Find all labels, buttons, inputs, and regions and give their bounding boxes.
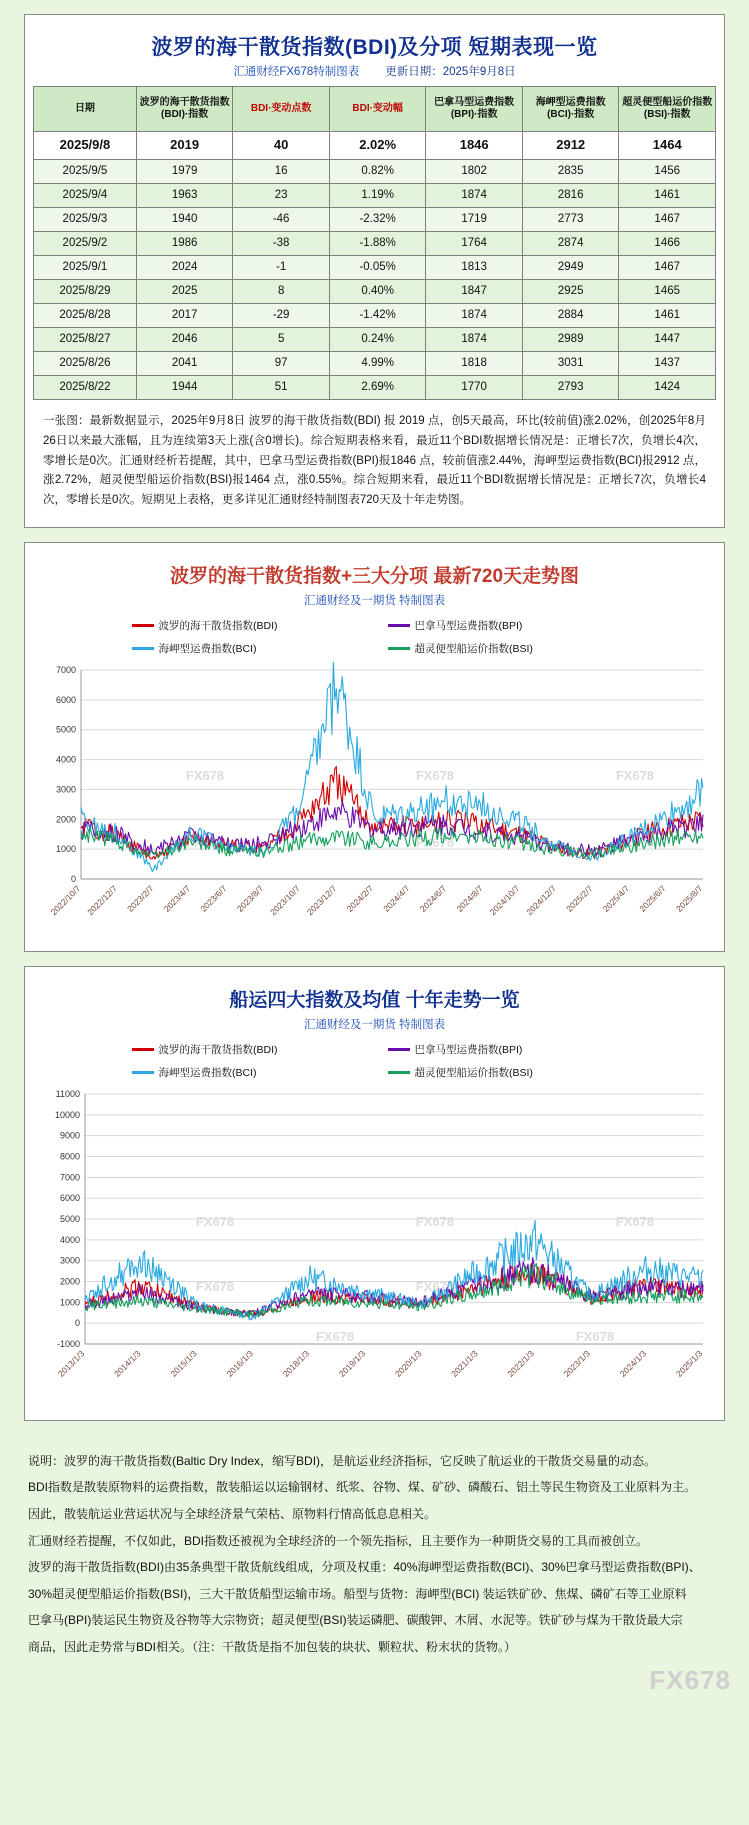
svg-text:11000: 11000	[55, 1088, 80, 1099]
table-row	[34, 376, 716, 400]
col-bpi: 巴拿马型运费指数(BPI)·指数	[426, 87, 523, 132]
svg-text:FX678: FX678	[315, 1328, 355, 1344]
table-row	[34, 352, 716, 376]
svg-text:2022/10/7: 2022/10/7	[48, 883, 83, 917]
bdi-table-card	[24, 14, 725, 528]
svg-text:3000: 3000	[59, 1255, 80, 1266]
cell-pct: 0.82%	[329, 160, 426, 184]
cell-bsi: 1461	[619, 184, 716, 208]
svg-text:2025/1/3: 2025/1/3	[673, 1348, 705, 1379]
cell-date: 2025/9/4	[34, 184, 137, 208]
legend-swatch-bci-icon	[132, 1071, 154, 1074]
cell-bpi: 1818	[426, 352, 523, 376]
svg-text:2024/6/7: 2024/6/7	[417, 883, 449, 914]
cell-date: 2025/9/8	[34, 132, 137, 160]
cell-chg: 40	[233, 132, 330, 160]
cell-bdi: 2017	[136, 304, 233, 328]
cell-date: 2025/8/28	[34, 304, 137, 328]
svg-text:2025/4/7: 2025/4/7	[600, 883, 632, 914]
cell-bpi: 1764	[426, 232, 523, 256]
cell-bsi: 1467	[619, 256, 716, 280]
svg-text:2000: 2000	[59, 1276, 80, 1287]
legend-item-bsi	[388, 641, 618, 656]
svg-text:2023/1/3: 2023/1/3	[561, 1348, 593, 1379]
cell-bpi: 1847	[426, 280, 523, 304]
svg-text:2022/12/7: 2022/12/7	[85, 883, 120, 917]
svg-text:FX678: FX678	[185, 834, 225, 850]
svg-text:FX678: FX678	[615, 1213, 655, 1229]
cell-bci: 2884	[522, 304, 619, 328]
chart-10y-svg	[35, 1086, 715, 1406]
cell-bci: 2793	[522, 376, 619, 400]
cell-bdi: 2019	[136, 132, 233, 160]
svg-text:8000: 8000	[59, 1151, 80, 1162]
legend-label-bsi: 超灵便型船运价指数(BSI)	[414, 642, 533, 655]
cell-bdi: 1963	[136, 184, 233, 208]
cell-pct: -2.32%	[329, 208, 426, 232]
svg-text:FX678: FX678	[615, 767, 655, 783]
svg-text:5000: 5000	[59, 1213, 80, 1224]
table-row	[34, 160, 716, 184]
table-updated-date: 更新日期：2025年9月8日	[385, 66, 516, 78]
cell-bpi: 1846	[426, 132, 523, 160]
chart-10y-subtitle: 汇通财经及一期货 特制图表	[303, 1018, 446, 1031]
cell-pct: -1.42%	[329, 304, 426, 328]
svg-text:2019/1/3: 2019/1/3	[336, 1348, 368, 1379]
cell-bdi: 1986	[136, 232, 233, 256]
svg-text:2024/10/7: 2024/10/7	[487, 883, 522, 917]
chart-720d-legend	[35, 614, 714, 662]
legend-item-bdi	[132, 618, 362, 633]
legend-label-bpi: 巴拿马型运费指数(BPI)	[414, 619, 523, 632]
cell-pct: 4.99%	[329, 352, 426, 376]
cell-chg: -29	[233, 304, 330, 328]
table-body	[34, 132, 716, 400]
table-head	[34, 87, 716, 132]
cell-pct: 2.69%	[329, 376, 426, 400]
col-bci: 海岬型运费指数(BCI)·指数	[522, 87, 619, 132]
legend-label-bdi: 波罗的海干散货指数(BDI)	[158, 619, 278, 632]
svg-text:2024/8/7: 2024/8/7	[454, 883, 485, 914]
svg-text:2000: 2000	[55, 814, 76, 825]
legend-item-bci-2	[132, 1065, 362, 1080]
col-bdi-pct: BDI·变动幅	[329, 87, 426, 132]
cell-bsi: 1465	[619, 280, 716, 304]
cell-bsi: 1456	[619, 160, 716, 184]
svg-text:FX678: FX678	[575, 1328, 615, 1344]
legend-label-bci: 海岬型运费指数(BCI)	[158, 642, 257, 655]
legend-item-bdi-2	[132, 1042, 362, 1057]
svg-text:2024/1/3: 2024/1/3	[617, 1348, 649, 1379]
svg-text:6000: 6000	[59, 1192, 80, 1203]
page-title: 波罗的海干散货指数(BDI)及分项 短期表现一览	[151, 36, 598, 59]
cell-bpi: 1874	[426, 328, 523, 352]
svg-text:FX678: FX678	[615, 1278, 655, 1294]
cell-chg: -1	[233, 256, 330, 280]
svg-text:FX678: FX678	[195, 1213, 235, 1229]
legend-swatch-bci-icon	[132, 647, 154, 650]
cell-bdi: 2041	[136, 352, 233, 376]
cell-bdi: 2046	[136, 328, 233, 352]
cell-pct: -1.88%	[329, 232, 426, 256]
cell-date: 2025/9/3	[34, 208, 137, 232]
svg-text:4000: 4000	[59, 1234, 80, 1245]
svg-text:2025/6/7: 2025/6/7	[637, 883, 668, 914]
legend-item-bci	[132, 641, 362, 656]
svg-text:2023/8/7: 2023/8/7	[234, 883, 266, 914]
cell-date: 2025/8/29	[34, 280, 137, 304]
footer-line: 巴拿马(BPI)装运民生物资及谷物等大宗物资；超灵便型(BSI)装运磷肥、碳酸钾、木屑、水泥等。铁矿砂与煤为干散货最大宗	[28, 1613, 683, 1628]
cell-bci: 2773	[522, 208, 619, 232]
cell-bci: 2949	[522, 256, 619, 280]
legend-swatch-bsi-icon	[388, 1071, 410, 1074]
svg-text:FX678: FX678	[415, 834, 455, 850]
legend-label-bpi-2: 巴拿马型运费指数(BPI)	[414, 1043, 523, 1056]
svg-text:FX678: FX678	[185, 767, 225, 783]
svg-text:-1000: -1000	[56, 1338, 80, 1349]
cell-bdi: 1940	[136, 208, 233, 232]
table-row	[34, 232, 716, 256]
chart-720d-svg	[35, 662, 715, 937]
svg-text:5000: 5000	[55, 724, 76, 735]
cell-bpi: 1874	[426, 304, 523, 328]
table-header-row	[34, 87, 716, 132]
cell-bci: 2912	[522, 132, 619, 160]
legend-swatch-bpi-icon	[388, 624, 410, 627]
cell-bsi: 1467	[619, 208, 716, 232]
legend-label-bsi-2: 超灵便型船运价指数(BSI)	[414, 1066, 533, 1079]
chart-720d-plot	[35, 662, 714, 937]
cell-bci: 2835	[522, 160, 619, 184]
cell-bpi: 1719	[426, 208, 523, 232]
svg-text:2015/1/3: 2015/1/3	[168, 1348, 199, 1379]
svg-text:FX678: FX678	[415, 767, 455, 783]
cell-bsi: 1424	[619, 376, 716, 400]
chart-10y-card	[24, 966, 725, 1421]
cell-date: 2025/8/26	[34, 352, 137, 376]
cell-chg: -38	[233, 232, 330, 256]
cell-bpi: 1813	[426, 256, 523, 280]
table-row	[34, 280, 716, 304]
cell-bpi: 1802	[426, 160, 523, 184]
table-row	[34, 256, 716, 280]
cell-pct: 0.40%	[329, 280, 426, 304]
cell-bdi: 1944	[136, 376, 233, 400]
cell-chg: -46	[233, 208, 330, 232]
svg-text:0: 0	[70, 873, 76, 884]
svg-text:2022/1/3: 2022/1/3	[505, 1348, 536, 1379]
svg-text:FX678: FX678	[615, 834, 655, 850]
svg-text:2025/2/7: 2025/2/7	[564, 883, 595, 914]
footer-line: 因此，散装航运业营运状况与全球经济景气荣枯、原物料行情高低息息相关。	[28, 1507, 437, 1522]
footer-description	[0, 1435, 749, 1692]
col-bsi: 超灵便型船运价指数(BSI)·指数	[619, 87, 716, 132]
cell-pct: 1.19%	[329, 184, 426, 208]
svg-text:2016/1/3: 2016/1/3	[224, 1348, 255, 1379]
svg-text:2018/1/3: 2018/1/3	[280, 1348, 312, 1379]
svg-text:4000: 4000	[55, 754, 76, 765]
svg-text:2021/1/3: 2021/1/3	[449, 1348, 480, 1379]
cell-bci: 2925	[522, 280, 619, 304]
fx678-watermark: FX678	[649, 1664, 731, 1695]
table-subtitle-row	[33, 63, 716, 86]
cell-bpi: 1874	[426, 184, 523, 208]
cell-date: 2025/8/27	[34, 328, 137, 352]
cell-date: 2025/9/1	[34, 256, 137, 280]
svg-text:9000: 9000	[59, 1130, 80, 1141]
cell-pct: -0.05%	[329, 256, 426, 280]
cell-date: 2025/8/22	[34, 376, 137, 400]
cell-bsi: 1466	[619, 232, 716, 256]
cell-chg: 8	[233, 280, 330, 304]
cell-date: 2025/9/2	[34, 232, 137, 256]
svg-text:6000: 6000	[55, 694, 76, 705]
page-root	[0, 14, 749, 1702]
table-note: 一张图：最新数据显示，2025年9月8日 波罗的海干散货指数(BDI) 报 2019 点，创5天最高，环比(较前值)涨2.02%，创2025年8月26日以来最大涨幅，且为连续第3天上涨(含0增长)。综合短期表格来看，最近11个BDI数据增长情况是：正增长7次，负增长4次，零增长是0次。汇通财经析若提醒，其中，巴拿马型运费指数(BPI)报1846 点，较前值涨2.44%，海岬型运费指数(BCI)报2912 点，涨2.72%，超灵便型船运价指数(BSI)报1464 点，涨0.55%。综合短期来看，最近11个BDI数据增长情况是：正增长7次，负增长4次，零增长是0次。短期见上表格，更多详见汇通财经特制图表720天及十年走势图。	[43, 415, 706, 507]
table-row	[34, 208, 716, 232]
table-row	[34, 184, 716, 208]
cell-bpi: 1770	[426, 376, 523, 400]
col-bdi-change: BDI·变动点数	[233, 87, 330, 132]
svg-text:2024/4/7: 2024/4/7	[381, 883, 412, 914]
svg-text:FX678: FX678	[415, 1213, 455, 1229]
legend-label-bdi-2: 波罗的海干散货指数(BDI)	[158, 1043, 278, 1056]
footer-line: 30%超灵便型船运价指数(BSI)，三大干散货船型运输市场。船型与货物：海岬型(BCI) 装运铁矿砂、焦煤、磷矿石等工业原料	[28, 1586, 687, 1601]
svg-text:2024/12/7: 2024/12/7	[524, 883, 559, 917]
svg-text:2024/2/7: 2024/2/7	[344, 883, 376, 914]
footer-line: 说明：波罗的海干散货指数(Baltic Dry Index，缩写BDI)，是航运业经济指标，它反映了航运业的干散货交易量的动态。	[28, 1453, 657, 1468]
legend-swatch-bpi-icon	[388, 1048, 410, 1051]
footer-line: 波罗的海干散货指数(BDI)由35条典型干散货航线组成，分项及权重：40%海岬型运费指数(BCI)、30%巴拿马型运费指数(BPI)、	[28, 1560, 701, 1575]
svg-text:2023/10/7: 2023/10/7	[268, 883, 302, 917]
cell-pct: 2.02%	[329, 132, 426, 160]
chart-10y-title: 船运四大指数及均值 十年走势一览	[229, 989, 520, 1011]
cell-bdi: 2025	[136, 280, 233, 304]
legend-label-bci-2: 海岬型运费指数(BCI)	[158, 1066, 257, 1079]
table-row	[34, 304, 716, 328]
cell-bsi: 1447	[619, 328, 716, 352]
cell-pct: 0.24%	[329, 328, 426, 352]
svg-text:7000: 7000	[59, 1172, 80, 1183]
table-row	[34, 328, 716, 352]
cell-chg: 97	[233, 352, 330, 376]
svg-text:2020/1/3: 2020/1/3	[393, 1348, 424, 1379]
legend-item-bsi-2	[388, 1065, 618, 1080]
chart-720d-subtitle: 汇通财经及一期货 特制图表	[303, 594, 446, 607]
cell-bsi: 1437	[619, 352, 716, 376]
svg-text:FX678: FX678	[195, 1278, 235, 1294]
cell-bsi: 1461	[619, 304, 716, 328]
legend-swatch-bdi-icon	[132, 1048, 154, 1051]
footer-line: 商品，因此走势常与BDI相关。（注：干散货是指不加包装的块状、颗粒状、粉末状的货物。）	[28, 1639, 517, 1654]
cell-bci: 2816	[522, 184, 619, 208]
svg-text:FX678: FX678	[415, 1278, 455, 1294]
footer-line: BDI指数是散装原物料的运费指数，散装船运以运输钢材、纸浆、谷物、煤、矿砂、磷酸石、铝土等民生物资及工业原料为主。	[28, 1480, 697, 1495]
footer-line: 汇通财经若提醒，不仅如此，BDI指数还被视为全球经济的一个领先指标，且主要作为一种期货交易的工具而被创立。	[28, 1533, 649, 1548]
legend-swatch-bdi-icon	[132, 624, 154, 627]
chart-720d-card	[24, 542, 725, 952]
cell-bci: 2989	[522, 328, 619, 352]
cell-chg: 51	[233, 376, 330, 400]
cell-chg: 5	[233, 328, 330, 352]
legend-item-bpi	[388, 618, 618, 633]
cell-date: 2025/9/5	[34, 160, 137, 184]
col-bdi: 波罗的海干散货指数(BDI)·指数	[136, 87, 233, 132]
svg-text:7000: 7000	[55, 664, 76, 675]
cell-chg: 16	[233, 160, 330, 184]
svg-text:2014/1/3: 2014/1/3	[112, 1348, 143, 1379]
svg-text:2025/8/7: 2025/8/7	[673, 883, 705, 914]
svg-text:0: 0	[74, 1317, 80, 1328]
cell-bdi: 1979	[136, 160, 233, 184]
svg-text:2023/12/7: 2023/12/7	[304, 883, 339, 917]
legend-item-bpi-2	[388, 1042, 618, 1057]
col-date: 日期	[34, 87, 137, 132]
bdi-table	[33, 86, 716, 400]
chart-10y-legend	[35, 1038, 714, 1086]
chart-10y-plot	[35, 1086, 714, 1406]
cell-bci: 2874	[522, 232, 619, 256]
svg-text:2013/1/3: 2013/1/3	[55, 1348, 87, 1379]
table-subtitle: 汇通财经FX678特制图表	[233, 66, 360, 78]
legend-swatch-bsi-icon	[388, 647, 410, 650]
svg-text:10000: 10000	[54, 1109, 80, 1120]
svg-text:1000: 1000	[55, 843, 76, 854]
cell-bsi: 1464	[619, 132, 716, 160]
svg-text:2023/4/7: 2023/4/7	[161, 883, 193, 914]
cell-bci: 3031	[522, 352, 619, 376]
svg-text:3000: 3000	[55, 784, 76, 795]
svg-text:2023/6/7: 2023/6/7	[198, 883, 229, 914]
table-row	[34, 132, 716, 160]
chart-720d-title: 波罗的海干散货指数+三大分项 最新720天走势图	[169, 565, 580, 587]
cell-bdi: 2024	[136, 256, 233, 280]
svg-text:2023/2/7: 2023/2/7	[125, 883, 156, 914]
svg-text:1000: 1000	[59, 1297, 80, 1308]
cell-chg: 23	[233, 184, 330, 208]
